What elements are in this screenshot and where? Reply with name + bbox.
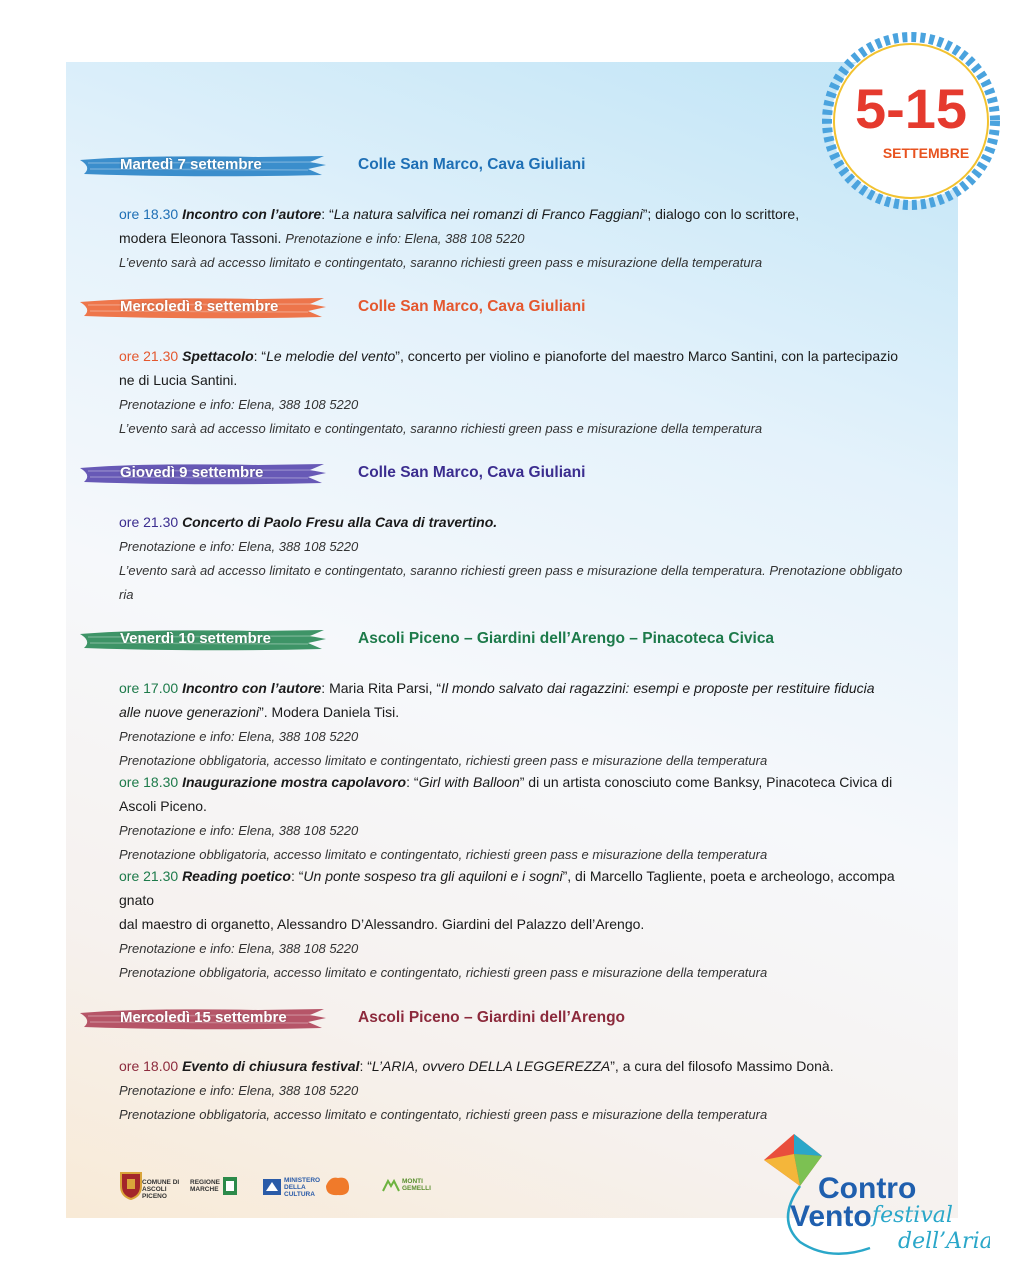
event-quote: L’ARIA, ovvero DELLA LEGGEREZZA [371,1058,611,1074]
regione-icon [222,1176,238,1196]
event-quote: La natura salvifica nei romanzi di Franco Faggiani [333,206,643,222]
day-header [78,461,838,487]
event-note: Prenotazione obbligatoria, accesso limitato e contingentato, richiesti green pass e misurazione della temperatura [119,753,768,768]
event-note: ria [119,587,134,602]
event-line [119,821,959,840]
event-time: ore 17.00 [119,680,179,696]
day-label: Venerdì 10 settembre [120,630,271,647]
event-line [119,585,959,604]
event-quote: Il mondo salvato dai ragazzini: esempi e proposte per restituire fiducia [441,680,875,696]
event-text: ”. Modera Daniela Tisi. [259,704,400,720]
event-text: ”; dialogo con lo scrittore, [642,206,800,222]
day-label: Martedì 7 settembre [120,156,262,173]
day-label: Mercoledì 15 settembre [120,1009,287,1026]
splash-logo-icon [322,1174,352,1198]
day-label: Mercoledì 8 settembre [120,298,279,315]
event-text: dal maestro di organetto, Alessandro D’Alessandro. Giardini del Palazzo dell’Arengo. [119,916,645,932]
event-line [119,205,959,223]
event-line [119,727,959,746]
kite-icon [760,1130,990,1270]
logo-comune: COMUNE DI ASCOLI PICENO [142,1179,180,1200]
event-text: : “ [359,1058,372,1074]
event-line [119,1105,959,1124]
event-text: ne di Lucia Santini. [119,372,238,388]
brand-script1: festival [872,1203,953,1228]
event-text: ” di un artista conosciuto come Banksy, Pinacoteca Civica di [519,774,893,790]
event-text: ”, concerto per violino e pianoforte del maestro Marco Santini, con la partecipazio [395,348,899,364]
venue: Colle San Marco, Cava Giuliani [358,464,586,481]
event-note: L’evento sarà ad accesso limitato e contingentato, saranno richiesti green pass e misurazione della temperatura [119,421,763,436]
sponsor-logos [118,1170,438,1202]
event-text: modera Eleonora Tassoni. [119,230,286,246]
event-text: : “ [253,348,267,364]
event-title: Evento di chiusura festival [182,1058,360,1074]
logo-ministero: MINISTERO DELLA CULTURA [284,1177,321,1198]
ministero-icon [262,1178,282,1196]
event-text: : “ [321,206,334,222]
event-quote: alle nuove generazioni [119,704,260,720]
event-line [119,253,959,272]
date-badge [818,28,1004,214]
day-header [78,153,838,179]
event-line [119,1081,959,1100]
day-header [78,1006,838,1032]
event-text: Ascoli Piceno. [119,798,207,814]
event-title: Reading poetico [182,868,291,884]
event-note: Prenotazione e info: Elena, 388 108 5220 [119,397,359,412]
event-line [119,751,959,770]
day-header [78,295,838,321]
event-line [119,915,959,933]
event-line [119,679,959,697]
event-time: ore 21.30 [119,348,179,364]
venue: Colle San Marco, Cava Giuliani [358,298,586,315]
event-line [119,797,959,815]
event-line [119,773,959,791]
event-quote: Girl with Balloon [418,774,520,790]
brand-script2: dell’Aria [898,1229,990,1254]
badge-ring [818,28,1004,214]
event-time: ore 18.00 [119,1058,179,1074]
brand-line2: Vento [790,1200,872,1233]
event-time: ore 18.30 [119,206,179,222]
logo-regione: REGIONE MARCHE [190,1179,220,1193]
event-line [119,513,959,531]
event-line [119,891,959,909]
event-line [119,867,959,885]
event-line [119,347,959,365]
event-note: Prenotazione obbligatoria, accesso limitato e contingentato, richiesti green pass e misurazione della temperatura [119,965,768,980]
event-note: Prenotazione e info: Elena, 388 108 5220 [119,729,359,744]
event-time: ore 21.30 [119,514,179,530]
festival-logo [760,1130,990,1270]
event-note: Prenotazione e info: Elena, 388 108 5220 [285,231,525,246]
event-line [119,419,959,438]
event-text: ”, di Marcello Tagliente, poeta e archeologo, accompa [562,868,895,884]
venue: Ascoli Piceno – Giardini dell’Arengo – Pinacoteca Civica [358,630,775,647]
event-quote: Le melodie del vento [266,348,396,364]
day-header [78,627,838,653]
event-line [119,395,959,414]
event-title: Concerto di Paolo Fresu alla Cava di travertino. [182,514,498,530]
event-text: gnato [119,892,155,908]
event-line [119,1057,959,1075]
event-line [119,229,959,248]
event-title: Inaugurazione mostra capolavoro [182,774,407,790]
event-note: Prenotazione obbligatoria, accesso limitato e contingentato, richiesti green pass e misurazione della temperatura [119,847,768,862]
event-note: Prenotazione e info: Elena, 388 108 5220 [119,1083,359,1098]
venue: Colle San Marco, Cava Giuliani [358,156,586,173]
event-note: L’evento sarà ad accesso limitato e contingentato, saranno richiesti green pass e misurazione della temperatura [119,255,763,270]
event-line [119,537,959,556]
event-note: Prenotazione e info: Elena, 388 108 5220 [119,539,359,554]
brand-line1: Contro [818,1172,917,1205]
event-note: Prenotazione e info: Elena, 388 108 5220 [119,941,359,956]
venue: Ascoli Piceno – Giardini dell’Arengo [358,1009,626,1026]
event-line [119,963,959,982]
comune-crest-icon [118,1170,144,1200]
event-text: ”, a cura del filosofo Massimo Donà. [610,1058,834,1074]
event-title: Incontro con l’autore [182,206,322,222]
event-line [119,371,959,389]
event-line [119,939,959,958]
event-text: : “ [290,868,304,884]
event-note: Prenotazione obbligatoria, accesso limitato e contingentato, richiesti green pass e misurazione della temperatura [119,1107,768,1122]
event-quote: Un ponte sospeso tra gli aquiloni e i sogni [303,868,563,884]
event-time: ore 18.30 [119,774,179,790]
event-line [119,845,959,864]
event-text: : Maria Rita Parsi, “ [321,680,442,696]
event-line [119,561,959,580]
event-title: Spettacolo [182,348,254,364]
event-time: ore 21.30 [119,868,179,884]
event-text: : “ [406,774,419,790]
badge-month: SETTEMBRE [882,145,970,161]
logo-monti: MONTI GEMELLI [402,1178,431,1192]
event-line [119,703,959,721]
event-title: Incontro con l’autore [182,680,322,696]
event-note: Prenotazione e info: Elena, 388 108 5220 [119,823,359,838]
event-note: L’evento sarà ad accesso limitato e contingentato, saranno richiesti green pass e misurazione della temperatura. Prenotazione obbligato [119,563,903,578]
day-label: Giovedì 9 settembre [120,464,264,481]
badge-days: 5-15 [854,77,968,140]
mountain-icon [382,1178,400,1192]
